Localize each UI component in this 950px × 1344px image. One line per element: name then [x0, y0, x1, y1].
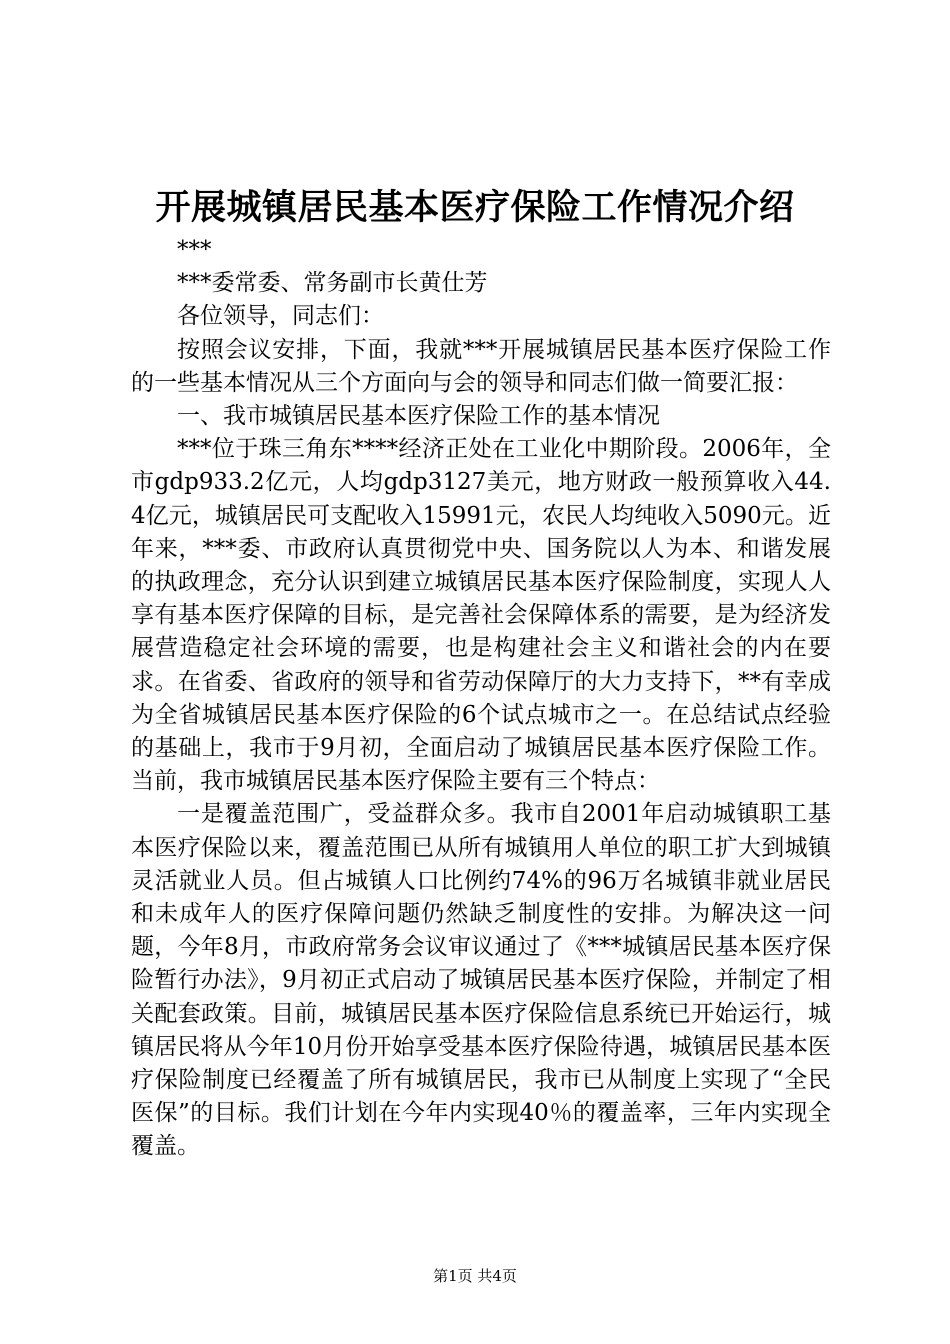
document-body	[131, 234, 831, 1164]
salutation: 各位领导，同志们：	[177, 303, 384, 330]
intro-paragraph: 按照会议安排，下面，我就***开展城镇居民基本医疗保险工作的一些基本情况从三个方面向与会的领导和同志们做一简要汇报：	[131, 336, 831, 396]
author-mark: ***	[177, 237, 212, 263]
document-title: 开展城镇居民基本医疗保险工作情况介绍	[155, 188, 795, 228]
body-paragraph: 一是覆盖范围广，受益群众多。我市自2001年启动城镇职工基本医疗保险以来，覆盖范围已从所有城镇用人单位的职工扩大到城镇灵活就业人员。但占城镇人口比例约74%的96万名城镇非就业居民和未成年人的医疗保障问题仍然缺乏制度性的安排。为解决这一问题，今年8月，市政府常务会议审议通过了《***城镇居民基本医疗保险暂行办法》，9月初正式启动了城镇居民基本医疗保险，并制定了相关配套政策。目前，城镇居民基本医疗保险信息系统已开始运行，城镇居民将从今年10月份开始享受基本医疗保险待遇，城镇居民基本医疗保险制度已经覆盖了所有城镇居民，我市已从制度上实现了“全民医保”的目标。我们计划在今年内实现40％的覆盖率，三年内实现全覆盖。	[131, 801, 831, 1160]
body-paragraph: ***位于珠三角东****经济正处在工业化中期阶段。2006年，全市gdp933.2亿元，人均gdp3127美元，地方财政一般预算收入44.4亿元，城镇居民可支配收入15991元，农民人均纯收入5090元。近年来，***委、市政府认真贯彻党中央、国务院以人为本、和谐发展的执政理念，充分认识到建立城镇居民基本医疗保险制度，实现人人享有基本医疗保障的目标，是完善社会保障体系的需要，是为经济发展营造稳定社会环境的需要，也是构建社会主义和谐社会的内在要求。在省委、省政府的领导和省劳动保障厅的大力支持下，**有幸成为全省城镇居民基本医疗保险的6个试点城市之一。在总结试点经验的基础上，我市于9月初，全面启动了城镇居民基本医疗保险工作。当前，我市城镇居民基本医疗保险主要有三个特点：	[131, 436, 831, 795]
page-number-footer: 第1页 共4页	[433, 1267, 517, 1285]
speaker-line: ***委常委、常务副市长黄仕芳	[177, 270, 488, 297]
section-heading: 一、我市城镇居民基本医疗保险工作的基本情况	[177, 403, 660, 430]
